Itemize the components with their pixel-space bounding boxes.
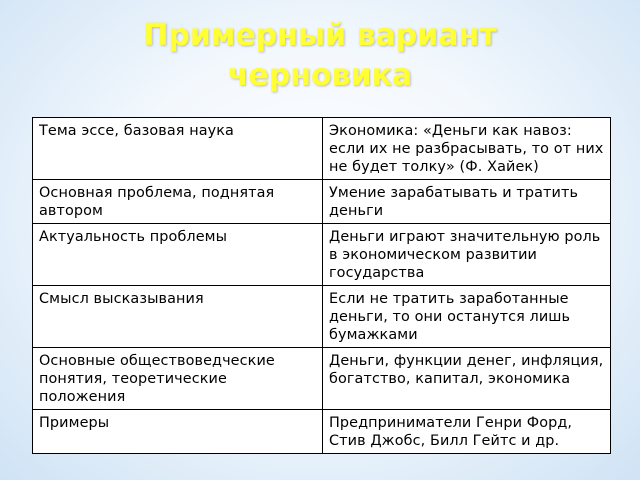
row-value-topic: Экономика: «Деньги как навоз: если их не разбрасывать, то от них не будет толку» (Ф. Хайек) xyxy=(323,118,611,180)
table-row xyxy=(33,410,611,454)
slide-title xyxy=(0,16,640,96)
row-label-main-problem: Основная проблема, поднятая автором xyxy=(33,180,323,224)
slide-title-line-2: черновика xyxy=(227,58,413,93)
row-value-concepts: Деньги, функции денег, инфляция, богатство, капитал, экономика xyxy=(323,348,611,410)
row-value-examples: Предприниматели Генри Форд, Стив Джобс, Билл Гейтс и др. xyxy=(323,410,611,454)
table-row xyxy=(33,224,611,286)
essay-draft-table xyxy=(32,117,611,454)
table-row xyxy=(33,348,611,410)
row-value-relevance: Деньги играют значительную роль в экономическом развитии государства xyxy=(323,224,611,286)
essay-draft-table-container xyxy=(32,117,610,454)
row-value-main-problem: Умение зарабатывать и тратить деньги xyxy=(323,180,611,224)
row-label-examples: Примеры xyxy=(33,410,323,454)
row-value-meaning: Если не тратить заработанные деньги, то они останутся лишь бумажками xyxy=(323,286,611,348)
row-label-relevance: Актуальность проблемы xyxy=(33,224,323,286)
row-label-concepts: Основные обществоведческие понятия, теоретические положения xyxy=(33,348,323,410)
slide-title-line-1: Примерный вариант xyxy=(143,18,497,53)
row-label-topic: Тема эссе, базовая наука xyxy=(33,118,323,180)
table-row xyxy=(33,180,611,224)
table-row xyxy=(33,118,611,180)
row-label-meaning: Смысл высказывания xyxy=(33,286,323,348)
table-row xyxy=(33,286,611,348)
